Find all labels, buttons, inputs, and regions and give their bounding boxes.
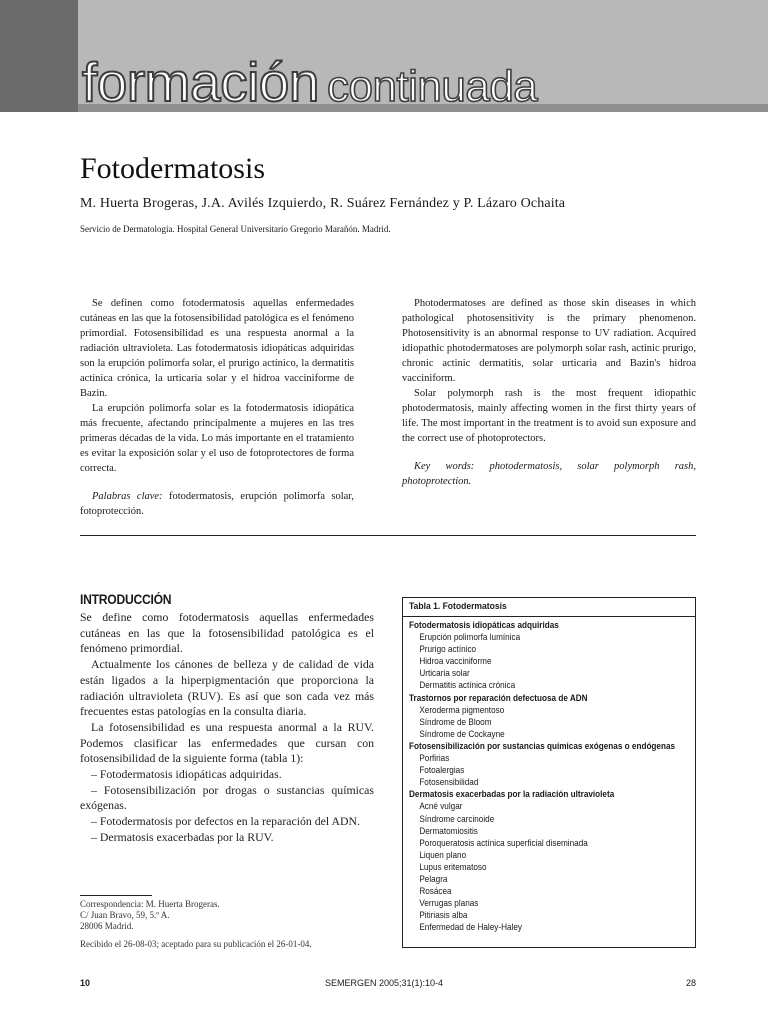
table-item: Rosácea — [419, 886, 452, 898]
table-item: Hidroa vacciniforme — [419, 656, 492, 668]
abstract-es-paragraph-2: La erupción polimorfa solar es la fotodermatosis idiopática más frecuente, afectando principalmente a mujeres en las tres primeras décadas de la vida. Lo más importante en el tratamiento es evitar la exposición solar y el uso de fotoprotectores de forma correcta. — [80, 403, 354, 474]
table-fotodermatosis — [402, 597, 696, 948]
table-item: Síndrome de Bloom — [419, 716, 492, 728]
correspondence-street: C/ Juan Bravo, 59, 5.º A. — [80, 910, 170, 920]
table-item: Porfirias — [419, 753, 450, 765]
page-number-left: 10 — [80, 978, 91, 988]
table-body — [409, 620, 693, 934]
keywords-label: Palabras clave: — [92, 491, 163, 502]
table-category: Fotodermatosis idiopáticas adquiridas — [409, 620, 559, 631]
intro-heading: INTRODUCCIÓN — [80, 592, 172, 607]
table-item: Urticaria solar — [419, 668, 470, 680]
intro-paragraph-3: La fotosensibilidad es una respuesta anormal a la RUV. Podemos clasificar las enfermedades que cursan con fotosensibilidad de la siguiente forma (tabla 1): — [80, 719, 374, 766]
table-item: Erupción polimorfa lumínica — [419, 632, 521, 644]
abstract-spanish — [80, 296, 354, 519]
intro-list-item: – Dermatosis exacerbadas por la RUV. — [91, 829, 274, 844]
intro-list-item: – Fotodermatosis idiopáticas adquiridas. — [91, 767, 282, 782]
page-number-right: 28 — [685, 978, 696, 988]
correspondence — [80, 899, 220, 932]
table-item: Dermatitis actínica crónica — [419, 680, 516, 692]
abstract-en-paragraph-2: Solar polymorph rash is the most frequent idiopathic photodermatosis, mainly affecting women in the first thirty years of life. The most important in the treatment is to avoid sun exposure and the correct use of photoprotectors. — [402, 388, 696, 444]
table-item: Fotosensibilidad — [419, 777, 479, 789]
abstract-english — [402, 296, 696, 489]
section-title-word1: formación — [82, 51, 319, 113]
table-item: Xeroderma pigmentoso — [419, 704, 505, 716]
abstract-en-paragraph-1: Photodermatoses are defined as those skin diseases in which pathological photosensitivity is the primary phenomenon. Photosensitivity is an abnormal response to UV radiation. Acquired idiopathic photodermatoses are polymorph solar rash, actinic prurigo, chronic actinic dermatitis, solar urticaria and Bazin's hidroa vacciniform. — [402, 298, 696, 384]
table-title-rule — [403, 616, 695, 617]
article-authors: M. Huerta Brogeras, J.A. Avilés Izquierdo, R. Suárez Fernández y P. Lázaro Ochaita — [80, 196, 566, 211]
intro-paragraph-1: Se define como fotodermatosis aquellas enfermedades cutáneas en las que la fotosensibilidad patológica es el fenómeno primordial. — [80, 610, 374, 656]
table-title: Tabla 1. Fotodermatosis — [409, 601, 507, 612]
table-category: Dermatosis exacerbadas por la radiación ultravioleta — [409, 789, 615, 801]
table-item: Poroqueratosis actínica superficial diseminada — [419, 837, 588, 849]
abstract-es-paragraph-1: Se definen como fotodermatosis aquellas enfermedades cutáneas en las que la fotosensibilidad patológica es el fenómeno primordial. Fotosensibilidad es una respuesta anormal a la radiación ultravioleta. Las fotodermatosis idiopáticas adquiridas son la erupción polimorfa solar, el prurigo actínico, la dermatitis actínica crónica, la urticaria solar y el hidroa vacciniforme de Bazin. — [80, 298, 354, 399]
table-item: Liquen plano — [419, 849, 467, 861]
table-item: Enfermedad de Haley-Haley — [419, 922, 522, 934]
table-item: Pitiriasis alba — [419, 910, 468, 922]
correspondence-name: Correspondencia: M. Huerta Brogeras. — [80, 899, 220, 909]
abstract-en-keywords: Key words: photodermatosis, solar polymorph rash, photoprotection. — [402, 461, 696, 487]
abstract-divider — [80, 535, 696, 536]
keywords-text: fotodermatosis, erupción polimorfa solar, fotoprotección. — [80, 491, 354, 517]
table-category: Fotosensibilización por sustancias químicas exógenas o endógenas — [409, 740, 676, 752]
table-item: Prurigo actínico — [419, 644, 477, 656]
intro-list-item: – Fotodermatosis por defectos en la reparación del ADN. — [91, 814, 360, 829]
section-title-word2: continuada — [326, 62, 538, 111]
abstract-es-keywords — [80, 489, 354, 519]
table-item: Acné vulgar — [419, 801, 463, 813]
intro-list-item: – Fotosensibilización por drogas o sustancias químicas exógenas. — [80, 782, 374, 813]
received-dates: Recibido el 26-08-03; aceptado para su publicación el 26-01-04. — [80, 939, 312, 949]
table-category: Trastornos por reparación defectuosa de ADN — [409, 692, 588, 704]
journal-citation: SEMERGEN 2005;31(1):10-4 — [324, 978, 444, 988]
correspondence-city: 28006 Madrid. — [80, 921, 134, 931]
table-item: Síndrome de Cockayne — [419, 728, 505, 740]
section-banner — [0, 0, 768, 112]
table-item: Fotoalergias — [419, 765, 465, 777]
table-item: Verrugas planas — [419, 898, 479, 910]
table-item: Lupus eritematoso — [419, 861, 487, 873]
article-affiliation: Servicio de Dermatología. Hospital General Universitario Gregorio Marañón. Madrid. — [80, 224, 391, 234]
section-title — [82, 52, 537, 112]
table-item: Pelagra — [419, 873, 448, 885]
intro-body — [80, 610, 374, 846]
table-item: Dermatomiositis — [419, 825, 478, 837]
article-title: Fotodermatosis — [80, 152, 265, 185]
intro-paragraph-2: Actualmente los cánones de belleza y de calidad de vida están ligados a la hiperpigmentación que proporciona la radiación ultravioleta (RUV). Es así que son cada vez más frecuentes estas patologías en la consulta diaria. — [80, 657, 374, 719]
table-item: Síndrome carcinoide — [419, 813, 495, 825]
correspondence-rule — [80, 895, 152, 896]
banner-dark-block — [0, 0, 78, 112]
